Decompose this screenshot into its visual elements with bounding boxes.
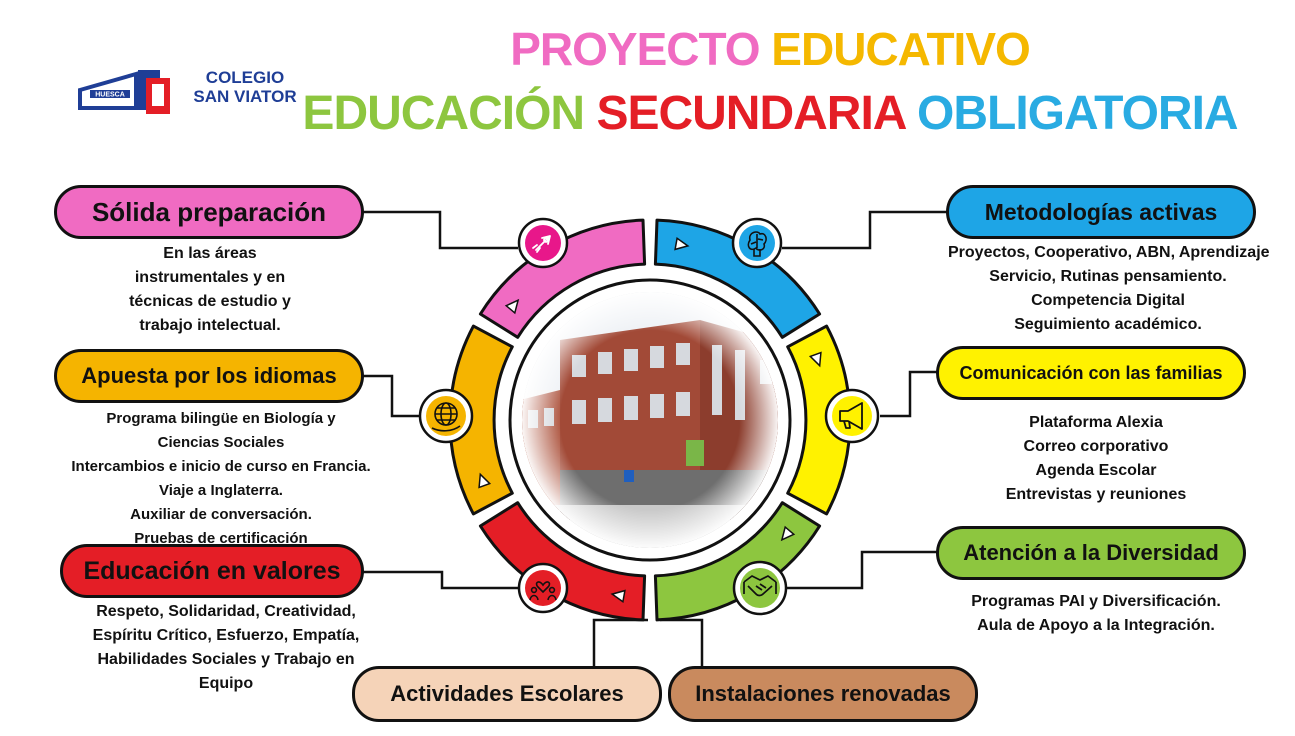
icon-megaphone-circle — [826, 390, 878, 442]
pill-apuesta-idiomas — [54, 349, 364, 403]
desc-line: Programas PAI y Diversificación. — [971, 593, 1221, 610]
desc-line: trabajo intelectual. — [139, 317, 281, 334]
connector-diversidad — [785, 552, 938, 588]
pill-actividades-escolares — [352, 666, 662, 722]
logo-line-1: COLEGIO — [205, 68, 285, 87]
desc-line: Programa bilingüe en Biología y — [106, 410, 336, 427]
desc-line: Correo corporativo — [1023, 438, 1169, 455]
desc-line: Respeto, Solidaridad, Creatividad, — [96, 603, 356, 620]
desc-line: En las áreas — [163, 245, 257, 262]
desc-line: instrumentales y en — [134, 269, 286, 286]
connector-valores — [362, 572, 518, 588]
desc-line: Plataforma Alexia — [1029, 414, 1163, 431]
desc-idiomas — [66, 407, 376, 551]
icon-handshake-circle — [734, 562, 786, 614]
title-word-educativo: EDUCATIVO — [771, 23, 1030, 75]
desc-line: Proyectos, Cooperativo, ABN, Aprendizaje — [948, 244, 1270, 261]
pill-actividades-label: Actividades Escolares — [390, 681, 624, 706]
pill-instalaciones-renovadas — [668, 666, 978, 722]
connector-instalaciones — [660, 620, 702, 666]
icon-brain-circle — [733, 219, 781, 267]
desc-line: Pruebas de certificación — [134, 530, 308, 547]
title-word-secundaria: SECUNDARIA — [596, 87, 918, 140]
pill-comunicacion-label: Comunicación con las familias — [959, 362, 1223, 383]
desc-line: Seguimiento académico. — [1014, 316, 1202, 333]
desc-metodologias — [948, 241, 1268, 337]
desc-line: Agenda Escolar — [1035, 462, 1157, 479]
pill-valores-label: Educación en valores — [83, 556, 341, 585]
logo-line-2: SAN VIATOR — [193, 87, 297, 106]
icon-rocket-circle — [519, 219, 567, 267]
desc-valores — [76, 600, 376, 696]
pill-solida-label: Sólida preparación — [91, 196, 327, 227]
title-word-obligatoria: OBLIGATORIA — [917, 87, 1238, 140]
pill-atencion-diversidad — [936, 526, 1246, 580]
pill-comunicacion-familias — [936, 346, 1246, 400]
desc-line: Habilidades Sociales y Trabajo en — [97, 651, 355, 668]
icon-globe-circle — [420, 390, 472, 442]
connector-comunicacion — [880, 372, 938, 416]
pill-metodologias-activas — [946, 185, 1256, 239]
pill-instalaciones-label: Instalaciones renovadas — [695, 681, 951, 706]
connector-solida — [362, 212, 518, 248]
desc-solida — [100, 242, 320, 338]
pill-educacion-valores — [60, 544, 364, 598]
title-word-proyecto: PROYECTO — [510, 23, 772, 75]
desc-line: Espíritu Crítico, Esfuerzo, Empatía, — [92, 627, 360, 644]
desc-line: Servicio, Rutinas pensamiento. — [989, 268, 1227, 285]
pill-diversidad-label: Atención a la Diversidad — [963, 540, 1219, 565]
desc-line: Competencia Digital — [1031, 292, 1185, 309]
desc-line: Ciencias Sociales — [157, 434, 285, 451]
pill-idiomas-label: Apuesta por los idiomas — [81, 363, 337, 388]
connector-actividades — [594, 620, 648, 666]
pill-metodologias-label: Metodologías activas — [984, 198, 1218, 225]
desc-line: Auxiliar de conversación. — [130, 506, 312, 523]
desc-line: Intercambios e inicio de curso en Francia. — [71, 458, 371, 475]
icon-people-heart-circle — [519, 564, 567, 612]
desc-diversidad — [946, 590, 1246, 638]
desc-comunicacion — [976, 411, 1216, 507]
logo-badge: HUESCA — [95, 91, 125, 99]
connector-metodologias — [782, 212, 948, 248]
desc-line: Entrevistas y reuniones — [1005, 486, 1187, 503]
pill-solida-preparacion — [54, 185, 364, 239]
desc-line: técnicas de estudio y — [129, 293, 291, 310]
desc-line: Viaje a Inglaterra. — [159, 482, 283, 499]
title-word-educacion: EDUCACIÓN — [302, 87, 597, 140]
desc-line: Aula de Apoyo a la Integración. — [977, 617, 1215, 634]
desc-line: Equipo — [198, 675, 254, 692]
